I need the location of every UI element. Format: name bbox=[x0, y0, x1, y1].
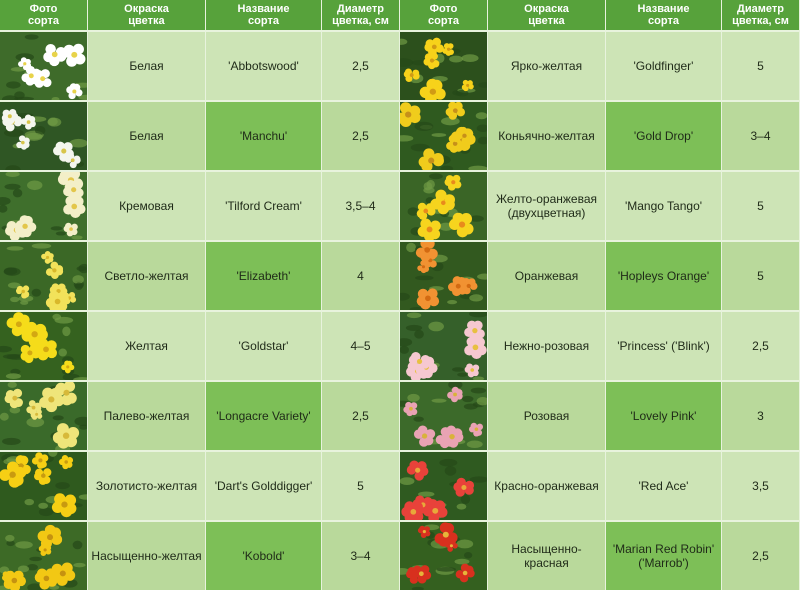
variety-name-cell: 'Longacre Variety' bbox=[206, 380, 322, 450]
flower-diameter-cell: 5 bbox=[322, 450, 400, 520]
flower-color-cell: Оранжевая bbox=[488, 240, 606, 310]
variety-name-cell: 'Goldstar' bbox=[206, 310, 322, 380]
flower-photo-image bbox=[400, 172, 487, 240]
flower-color-cell: Палево-желтая bbox=[88, 380, 206, 450]
flower-diameter-cell: 3 bbox=[722, 380, 800, 450]
table-right-half bbox=[400, 0, 800, 590]
flower-color-cell: Желтая bbox=[88, 310, 206, 380]
header-color: Окраска цветка bbox=[88, 0, 206, 30]
variety-name-cell: 'Goldfinger' bbox=[606, 30, 722, 100]
variety-name-cell: 'Hopleys Orange' bbox=[606, 240, 722, 310]
header-diameter: Диаметр цветка, см bbox=[322, 0, 400, 30]
variety-name-cell: 'Lovely Pink' bbox=[606, 380, 722, 450]
flower-photo bbox=[400, 30, 488, 100]
flower-photo bbox=[0, 170, 88, 240]
flower-photo bbox=[0, 380, 88, 450]
flower-photo bbox=[0, 520, 88, 590]
flower-color-cell: Розовая bbox=[488, 380, 606, 450]
flower-color-cell: Золотисто-желтая bbox=[88, 450, 206, 520]
header-color: Окраска цветка bbox=[488, 0, 606, 30]
flower-diameter-cell: 2,5 bbox=[722, 310, 800, 380]
flower-photo-image bbox=[400, 102, 487, 170]
variety-name-cell: 'Gold Drop' bbox=[606, 100, 722, 170]
flower-photo bbox=[0, 450, 88, 520]
flower-diameter-cell: 3–4 bbox=[722, 100, 800, 170]
flower-diameter-cell: 5 bbox=[722, 240, 800, 310]
flower-photo-image bbox=[0, 172, 87, 240]
variety-name-cell: 'Elizabeth' bbox=[206, 240, 322, 310]
flower-color-cell: Белая bbox=[88, 100, 206, 170]
variety-name-cell: 'Mango Tango' bbox=[606, 170, 722, 240]
flower-diameter-cell: 3–4 bbox=[322, 520, 400, 590]
flower-color-cell: Кремовая bbox=[88, 170, 206, 240]
header-photo: Фото сорта bbox=[0, 0, 88, 30]
flower-color-cell: Коньячно-желтая bbox=[488, 100, 606, 170]
flower-photo-image bbox=[400, 452, 487, 520]
flower-photo bbox=[0, 100, 88, 170]
flower-diameter-cell: 2,5 bbox=[322, 100, 400, 170]
variety-name-cell: 'Abbotswood' bbox=[206, 30, 322, 100]
flower-photo-image bbox=[400, 522, 487, 590]
flower-photo bbox=[0, 30, 88, 100]
flower-diameter-cell: 4 bbox=[322, 240, 400, 310]
flower-color-cell: Красно-оранжевая bbox=[488, 450, 606, 520]
flower-photo-image bbox=[0, 382, 87, 450]
flower-photo bbox=[400, 520, 488, 590]
flower-diameter-cell: 2,5 bbox=[722, 520, 800, 590]
variety-name-cell: 'Dart's Golddigger' bbox=[206, 450, 322, 520]
flower-photo-image bbox=[0, 32, 87, 100]
flower-photo bbox=[400, 450, 488, 520]
flower-photo-image bbox=[0, 102, 87, 170]
flower-photo-image bbox=[400, 382, 487, 450]
flower-diameter-cell: 4–5 bbox=[322, 310, 400, 380]
header-photo: Фото сорта bbox=[400, 0, 488, 30]
flower-color-cell: Белая bbox=[88, 30, 206, 100]
header-name: Название сорта bbox=[606, 0, 722, 30]
flower-photo bbox=[400, 240, 488, 310]
flower-photo bbox=[0, 240, 88, 310]
flower-color-cell: Светло-желтая bbox=[88, 240, 206, 310]
flower-color-cell: Насыщенно-красная bbox=[488, 520, 606, 590]
variety-name-cell: 'Princess' ('Blink') bbox=[606, 310, 722, 380]
variety-name-cell: 'Kobold' bbox=[206, 520, 322, 590]
flower-diameter-cell: 2,5 bbox=[322, 30, 400, 100]
variety-name-cell: 'Red Ace' bbox=[606, 450, 722, 520]
variety-name-cell: 'Marian Red Robin' ('Marrob') bbox=[606, 520, 722, 590]
flower-photo bbox=[400, 380, 488, 450]
flower-color-cell: Нежно-розовая bbox=[488, 310, 606, 380]
flower-photo-image bbox=[0, 452, 87, 520]
flower-photo-image bbox=[400, 312, 487, 380]
flower-color-cell: Ярко-желтая bbox=[488, 30, 606, 100]
variety-name-cell: 'Manchu' bbox=[206, 100, 322, 170]
flower-photo-image bbox=[400, 32, 487, 100]
header-name: Название сорта bbox=[206, 0, 322, 30]
flower-diameter-cell: 5 bbox=[722, 30, 800, 100]
flower-diameter-cell: 5 bbox=[722, 170, 800, 240]
variety-name-cell: 'Tilford Cream' bbox=[206, 170, 322, 240]
header-diameter: Диаметр цветка, см bbox=[722, 0, 800, 30]
flower-photo-image bbox=[0, 242, 87, 310]
flower-color-cell: Насыщенно-желтая bbox=[88, 520, 206, 590]
flower-diameter-cell: 3,5 bbox=[722, 450, 800, 520]
flower-photo bbox=[0, 310, 88, 380]
flower-photo-image bbox=[0, 522, 87, 590]
flower-photo bbox=[400, 100, 488, 170]
flower-color-cell: Желто-оранжевая (двухцветная) bbox=[488, 170, 606, 240]
flower-photo-image bbox=[0, 312, 87, 380]
flower-photo-image bbox=[400, 242, 487, 310]
flower-diameter-cell: 2,5 bbox=[322, 380, 400, 450]
flower-photo bbox=[400, 310, 488, 380]
flower-diameter-cell: 3,5–4 bbox=[322, 170, 400, 240]
flower-photo bbox=[400, 170, 488, 240]
